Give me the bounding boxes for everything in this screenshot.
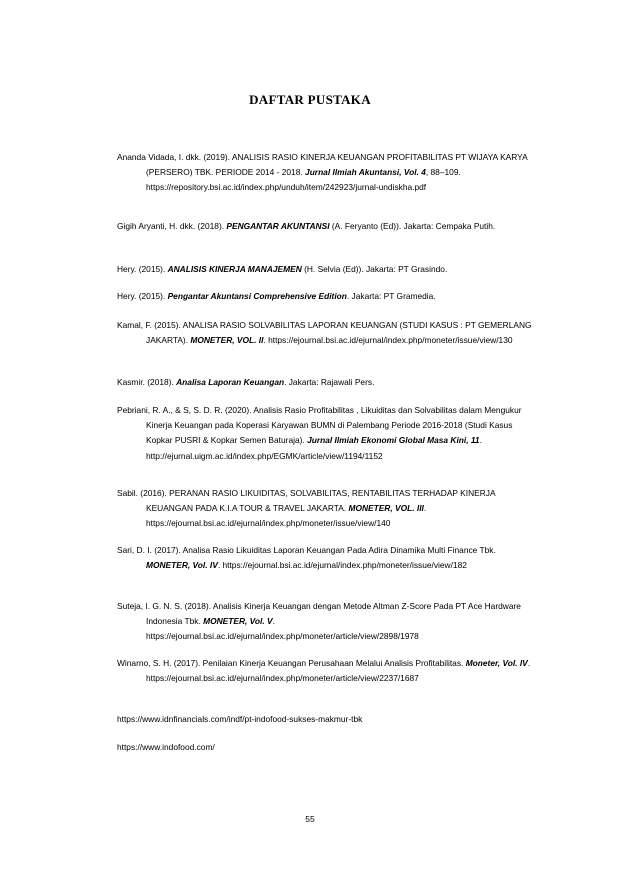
page-title: DAFTAR PUSTAKA [249,92,371,107]
reference-entry: Hery. (2015). ANALISIS KINERJA MANAJEMEN (H. Selvia (Ed)). Jakarta: PT Grasindo. [117,264,448,274]
page-number: 55 [305,814,315,824]
reference-entry: Suteja, I. G. N. S. (2018). Analisis Kinerja Keuangan dengan Metode Altman Z-Score Pada PT Ace Hardware Indonesia Tbk. MONETER, Vol. V. https://ejournal.bsi.ac.id/ejurnal/index.php/moneter/article/view/2898/1978 [117,601,521,642]
reference-entry[interactable]: https://www.indofood.com/ [117,742,215,752]
reference-entry[interactable]: https://www.idnfinancials.com/indf/pt-indofood-sukses-makmur-tbk [117,714,363,724]
reference-entry: Ananda Vidada, I. dkk. (2019). ANALISIS RASIO KINERJA KEUANGAN PROFITABILITAS PT WIJAYA KARYA (PERSERO) TBK. PERIODE 2014 - 2018. Jurnal Ilmiah Akuntansi, Vol. 4, 88–109. https://repository.bsi.ac.id/index.php/unduh/item/242923/jurnal-undiskha.pdf [117,152,528,193]
reference-entry: Sari, D. I. (2017). Analisa Rasio Likuiditas Laporan Keuangan Pada Adira Dinamika Multi Finance Tbk. MONETER, Vol. IV. https://ejournal.bsi.ac.id/ejurnal/index.php/moneter/issue/view/182 [117,545,496,571]
reference-entry: Winarno, S. H. (2017). Penilaian Kinerja Keuangan Perusahaan Melalui Analisis Profitabilitas. Moneter, Vol. IV. https://ejournal.bsi.ac.id/ejurnal/index.php/moneter/article/view/2237/1687 [117,658,531,684]
reference-entry: Kamal, F. (2015). ANALISA RASIO SOLVABILITAS LAPORAN KEUANGAN (STUDI KASUS : PT GEMERLANG JAKARTA). MONETER, VOL. II. https://ejournal.bsi.ac.id/ejurnal/index.php/moneter/issue/view/130 [117,320,532,346]
reference-entry: Pebriani, R. A., & S, S. D. R. (2020). Analisis Rasio Profitabilitas , Likuiditas dan Solvabilitas dalam Mengukur Kinerja Keuangan pada Koperasi Karyawan BUMN di Palembang Periode 2016-2018 (Studi Kasus Kopkar PUSRI & Kopkar Semen Baturaja). Jurnal Ilmiah Ekonomi Global Masa Kini, 11. http://ejurnal.uigm.ac.id/index.php/EGMK/article/view/1194/1152 [117,405,522,461]
reference-entry: Sabil. (2016). PERANAN RASIO LIKUIDITAS, SOLVABILITAS, RENTABILITAS TERHADAP KINERJA KEUANGAN PADA K.I.A TOUR & TRAVEL JAKARTA. MONETER, VOL. III. https://ejournal.bsi.ac.id/ejurnal/index.php/moneter/issue/view/140 [117,488,496,529]
reference-entry: Kasmir. (2018). Analisa Laporan Keuangan. Jakarta: Rajawali Pers. [117,377,375,387]
reference-entry: Hery. (2015). Pengantar Akuntansi Comprehensive Edition. Jakarta: PT Gramedia. [117,291,436,301]
reference-entry: Gigih Aryanti, H. dkk. (2018). PENGANTAR AKUNTANSI (A. Feryanto (Ed)). Jakarta: Cempaka Putih. [117,221,496,231]
